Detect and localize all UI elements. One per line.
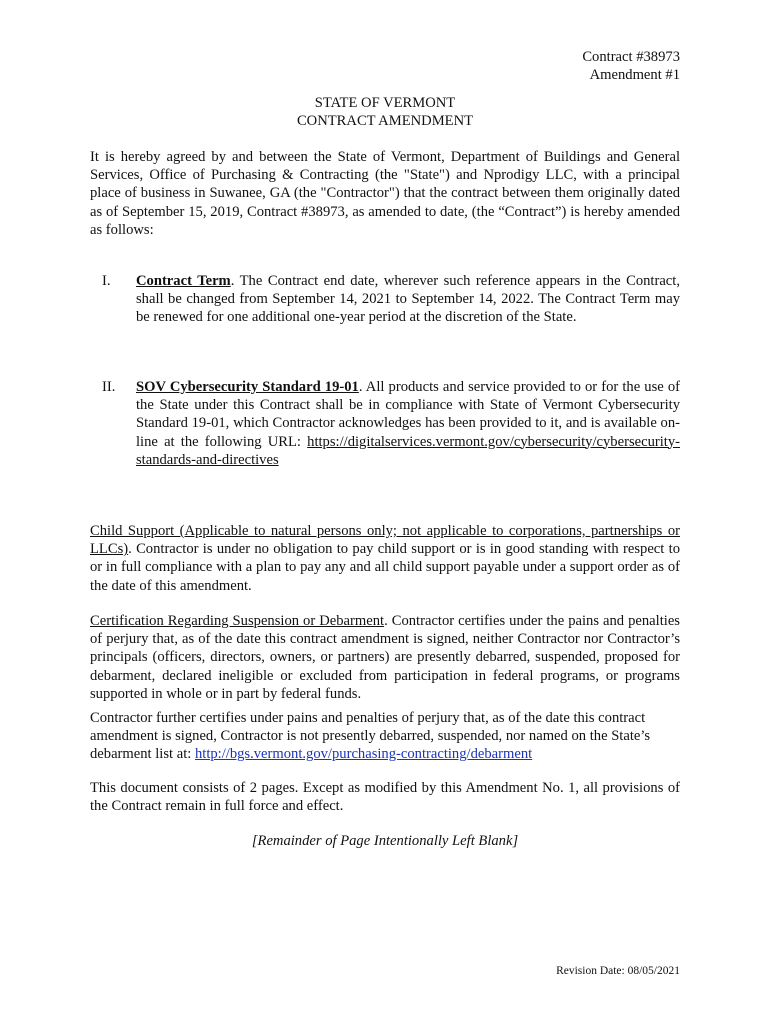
document-title xyxy=(0,94,770,130)
section-contract-term xyxy=(90,272,680,327)
document-pages-paragraph: This document consists of 2 pages. Except as modified by this Amendment No. 1, all provisions of the Contract remain in full force and effect. xyxy=(90,780,680,815)
contract-header xyxy=(582,48,680,84)
cybersecurity-url[interactable]: https://digitalservices.vermont.gov/cybersecurity/cybersecurity-standards-and-directives xyxy=(136,433,680,468)
section-body xyxy=(136,378,680,469)
title-line-1: STATE OF VERMONT xyxy=(314,95,456,111)
contract-number: Contract #38973 xyxy=(582,49,680,65)
debarment-link[interactable]: http://bgs.vermont.gov/purchasing-contracting/debarment xyxy=(194,746,533,763)
further-certification-paragraph xyxy=(90,709,680,764)
remainder-blank-notice: [Remainder of Page Intentionally Left Blank] xyxy=(251,833,519,849)
section-heading: SOV Cybersecurity Standard 19-01 xyxy=(136,379,359,395)
child-support-paragraph xyxy=(90,522,680,595)
intro-paragraph: It is hereby agreed by and between the State of Vermont, Department of Buildings and General Services, Office of Purchasing & Contracting (the "State") and Nprodigy LLC, with a principal place of business in Suwanee, GA (the "Contractor") that the contract between them originally dated as of September 15, 2019, Contract #38973, as amended to date, (the “Contract”) is hereby amended as follows: xyxy=(90,149,680,238)
revision-date: Revision Date: 08/05/2021 xyxy=(556,965,680,977)
further-text: Contractor further certifies under pains and penalties of perjury that, as of the date this contract amendment is signed, Contractor is not presently debarred, suspended, nor named on the State’s debarment list at: xyxy=(90,710,651,763)
certification-text: . Contractor certifies under the pains and penalties of perjury that, as of the date this contract amendment is signed, neither Contractor nor Contractor’s principals (officers, directors, owners, or partners) are presently debarred, suspended, proposed for debarment, declared ineligible or excluded from participation in federal programs, or programs supported in whole or in part by federal funds. xyxy=(90,613,680,702)
title-line-2: CONTRACT AMENDMENT xyxy=(296,113,474,130)
child-support-heading: Child Support (Applicable to natural persons only; not applicable to corporations, partnerships or LLCs) xyxy=(90,523,680,558)
certification-paragraph xyxy=(90,612,680,703)
section-cybersecurity xyxy=(90,378,680,469)
section-body xyxy=(136,272,680,327)
section-heading: Contract Term xyxy=(136,273,231,289)
section-text: . The Contract end date, wherever such reference appears in the Contract, shall be changed from September 14, 2021 to September 14, 2022. The Contract Term may be renewed for one additional one-year period at the discretion of the State. xyxy=(136,273,680,326)
certification-heading: Certification Regarding Suspension or Debarment xyxy=(90,613,385,629)
section-number: I. xyxy=(102,273,111,289)
section-number: II. xyxy=(102,379,116,395)
section-text: . All products and service provided to or for the use of the State under this Contract shall be in compliance with State of Vermont Cybersecurity Standard 19-01, which Contractor acknowledges has been provided to it, and is available on-line at the following URL: xyxy=(136,379,680,450)
child-support-text: . Contractor is under no obligation to pay child support or is in good standing with respect to or in full compliance with a plan to pay any and all child support payable under a support order as of the date of this amendment. xyxy=(90,541,680,594)
amendment-number: Amendment #1 xyxy=(589,67,680,84)
